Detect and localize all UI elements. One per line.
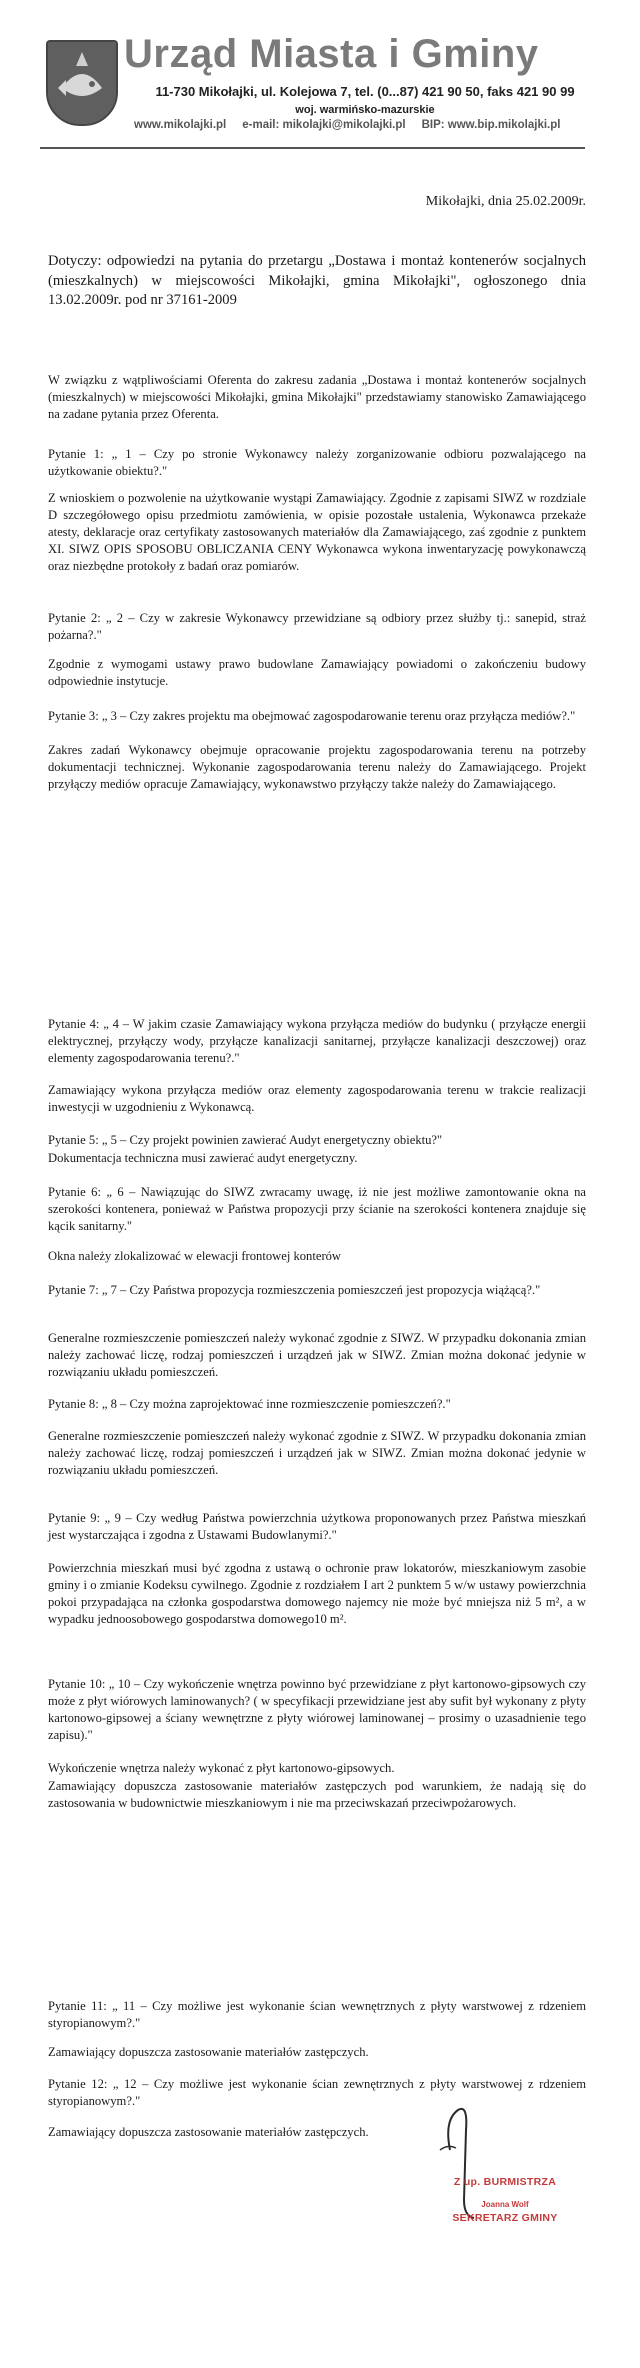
answer-10-continued: Zamawiający dopuszcza zastosowanie materiałów zastępczych pod warunkiem, że nadają się do zastosowania w budownictwie mieszkaniowym i nie ma przeciwskazań przeciwpożarowych. xyxy=(48,1779,586,1810)
answer-2: Zgodnie z wymogami ustawy prawo budowlane Zamawiający powiadomi o zakończeniu budowy odpowiednie instytucje. xyxy=(48,657,586,688)
answer-3: Zakres zadań Wykonawcy obejmuje opracowanie projektu zagospodarowania terenu na potrzeby dokumentacji technicznej. Wykonanie zagospodarowania terenu należy do Zamawiającego. Projekt przyłączy mediów opracuje Zamawiający, wykonawstwo przyłączy także należy do Zamawiającego. xyxy=(48,743,586,791)
question-1: Pytanie 1: „ 1 – Czy po stronie Wykonawcy należy zorganizowanie odbioru pozwalającego na użytkowanie obiektu?." xyxy=(48,447,586,478)
answer-6: Okna należy zlokalizować w elewacji frontowej konterów xyxy=(48,1249,342,1263)
letter-subject: Dotyczy: odpowiedzi na pytania do przetargu „Dostawa i montaż kontenerów socjalnych (mieszkalnych) w miejscowości Mikołajki, gmina Mikołajki", ogłoszonego dnia 13.02.2009r. pod nr 37161-2009 xyxy=(48,253,586,308)
signature-stamp-line-1: Z up. BURMISTRZA xyxy=(453,2176,557,2188)
handwritten-signature-icon xyxy=(420,2090,580,2230)
letterhead xyxy=(40,28,600,150)
bip-link[interactable]: BIP: www.bip.mikolajki.pl xyxy=(421,119,561,131)
answer-8: Generalne rozmieszczenie pomieszczeń należy wykonać zgodnie z SIWZ. W przypadku dokonania zmian należy zachować liczę, rodzaj pomieszczeń i urządzeń jak w SIWZ. Zmian można dokonać jedynie w rozwiązaniu układu pomieszczeń. xyxy=(48,1429,586,1477)
answer-1: Z wnioskiem o pozwolenie na użytkowanie wystąpi Zamawiający. Zgodnie z zapisami SIWZ w rozdziale D szczegółowego opisu przedmiotu zamówienia, w opisie pozostałe ustalenia, Wykonawca przekaże atesty, deklaracje oraz certyfikaty zastosowanych materiałów dla Zamawiającego, zaś zgodnie z punktem XI. SIWZ OPIS SPOSOBU OBLICZANIA CENY Wykonawca wykona inwentaryzację powykonawczą oraz niezbędne protokoły z badań oraz pomiarów. xyxy=(48,491,586,573)
website-link[interactable]: www.mikolajki.pl xyxy=(134,119,227,131)
answer-5: Dokumentacja techniczna musi zawierać audyt energetyczny. xyxy=(48,1151,358,1165)
question-2: Pytanie 2: „ 2 – Czy w zakresie Wykonawcy przewidziane są odbiory przez służby tj.: sanepid, straż pożarna?." xyxy=(48,611,586,642)
question-12: Pytanie 12: „ 12 – Czy możliwe jest wykonanie ścian zewnętrznych z płyty warstwowej z rdzeniem styropianowym?." xyxy=(48,2077,586,2108)
answer-9: Powierzchnia mieszkań musi być zgodna z ustawą o ochronie praw lokatorów, mieszkaniowym zasobie gminy i o zmianie Kodeksu cywilnego. Zgodnie z rozdziałem I art 2 punktem 5 w/w ustawy powierzchnia pokoi przypadająca na członka gospodarstwa domowego najemcy nie może być mniejsza niż 5 m², a w wypadku jednoosobowego gospodarstwa domowego10 m². xyxy=(48,1561,586,1626)
question-10: Pytanie 10: „ 10 – Czy wykończenie wnętrza powinno być przewidziane z płyt kartonowo-gipsowych czy może z płyt wiórowych laminowanych? ( w specyfikacji przewidziane jest aby sufit był wykonany z płyty kartonowo-gipsowej a ściany wewnętrzne z płyty wiórowej laminowanej – prosimy o uzasadnienie tego zapisu)." xyxy=(48,1677,586,1742)
question-5: Pytanie 5: „ 5 – Czy projekt powinien zawierać Audyt energetyczny obiektu?" xyxy=(48,1133,443,1147)
question-3: Pytanie 3: „ 3 – Czy zakres projektu ma obejmować zagospodarowanie terenu oraz przyłącza mediów?." xyxy=(48,709,576,723)
office-address: 11-730 Mikołajki, ul. Kolejowa 7, tel. (0...87) 421 90 50, faks 421 90 99 xyxy=(155,84,575,99)
letter-date: Mikołajki, dnia 25.02.2009r. xyxy=(425,194,586,209)
answer-7: Generalne rozmieszczenie pomieszczeń należy wykonać zgodnie z SIWZ. W przypadku dokonania zmian należy zachować liczę, rodzaj pomieszczeń i urządzeń jak w SIWZ. Zmian można dokonać jedynie w rozwiązaniu układu pomieszczeń. xyxy=(48,1331,586,1379)
email-link[interactable]: e-mail: mikolajki@mikolajki.pl xyxy=(242,119,406,131)
question-8: Pytanie 8: „ 8 – Czy można zaprojektować inne rozmieszczenie pomieszczeń?." xyxy=(48,1397,451,1411)
answer-12: Zamawiający dopuszcza zastosowanie materiałów zastępczych. xyxy=(48,2125,369,2139)
coat-of-arms-icon xyxy=(46,40,118,126)
answer-4: Zamawiający wykona przyłącza mediów oraz elementy zagospodarowania terenu w trakcie realizacji inwestycji w uzgodnieniu z Wykonawcą. xyxy=(48,1083,586,1114)
voivodeship-label: woj. warmińsko-mazurskie xyxy=(295,104,435,116)
office-title: Urząd Miasta i Gminy xyxy=(124,32,539,76)
question-9: Pytanie 9: „ 9 – Czy według Państwa powierzchnia użytkowa proponowanych przez Państwa mieszkań jest wystarczająca i zgodna z Ustawami Budowlanymi?." xyxy=(48,1511,586,1542)
question-11: Pytanie 11: „ 11 – Czy możliwe jest wykonanie ścian wewnętrznych z płyty warstwowej z rdzeniem styropianowym?." xyxy=(48,1999,586,2030)
question-4: Pytanie 4: „ 4 – W jakim czasie Zamawiający wykona przyłącza mediów do budynku ( przyłącze energii elektrycznej, przyłączy wody, przyłącze kanalizacji sanitarnej, przyłącze kanalizacji deszczowej) oraz elementy zagospodarowania terenu?." xyxy=(48,1017,586,1065)
question-7: Pytanie 7: „ 7 – Czy Państwa propozycja rozmieszczenia pomieszczeń jest propozycja wiążącą?." xyxy=(48,1283,541,1297)
contact-line xyxy=(134,119,604,131)
header-divider xyxy=(40,147,585,149)
intro-paragraph: W związku z wątpliwościami Oferenta do zakresu zadania „Dostawa i montaż kontenerów socjalnych (mieszkalnych) w miejscowości Mikołajki, gmina Mikołajki" przedstawiamy stanowisko Zamawiającego na zadane pytania przez Oferenta. xyxy=(48,373,586,421)
question-6: Pytanie 6: „ 6 – Nawiązując do SIWZ zwracamy uwagę, iż nie jest możliwe zamontowanie okna na szerokości kontenera, ponieważ w Państwa propozycji przy ścianie na szerokości kontenera znajduje się kącik sanitarny." xyxy=(48,1185,586,1233)
answer-11: Zamawiający dopuszcza zastosowanie materiałów zastępczych. xyxy=(48,2045,369,2059)
signature-stamp-line-2: Joanna Wolf xyxy=(481,2200,529,2209)
signature-stamp-line-3: SEKRETARZ GMINY xyxy=(452,2212,558,2224)
answer-10: Wykończenie wnętrza należy wykonać z płyt kartonowo-gipsowych. xyxy=(48,1761,395,1775)
